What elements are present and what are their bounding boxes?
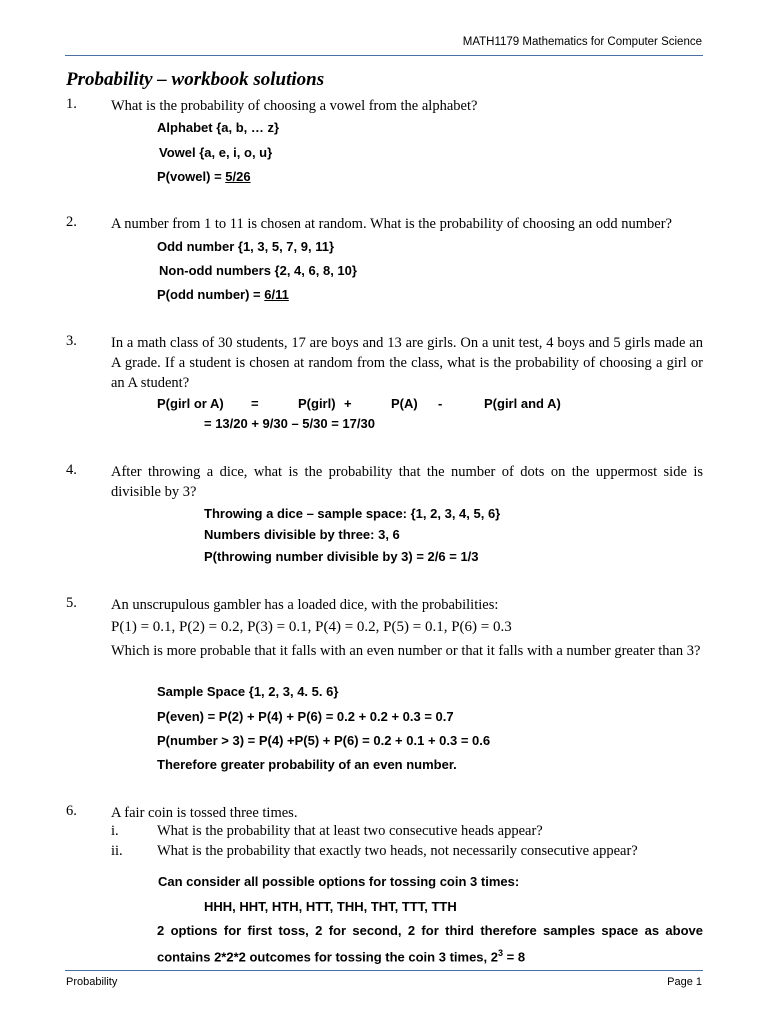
q1-answer-alphabet: Alphabet {a, b, … z} xyxy=(157,120,280,135)
q5-question-text: Which is more probable that it falls with an even number or that it falls with a number greater than 3? xyxy=(111,643,701,659)
footer-left: Probability xyxy=(66,976,118,988)
q6-answer-outcomes: HHH, HHT, HTH, HTT, THH, THT, TTT, TTH xyxy=(204,899,457,914)
question-5-number: 5. xyxy=(66,595,77,611)
header-rule xyxy=(65,55,703,56)
question-1-text: What is the probability of choosing a vowel from the alphabet? xyxy=(111,98,478,114)
footer-page-number: Page 1 xyxy=(667,976,702,988)
q1-answer-value: 5/26 xyxy=(225,169,251,184)
q3-formula-p-girl-and-a: P(girl and A) xyxy=(484,396,561,411)
q5-probabilities: P(1) = 0.1, P(2) = 0.2, P(3) = 0.1, P(4) = 0.2, P(5) = 0.1, P(6) = 0.3 xyxy=(111,619,512,635)
question-4-number: 4. xyxy=(66,462,77,478)
question-5-text: An unscrupulous gambler has a loaded dice, with the probabilities: xyxy=(111,597,499,613)
question-6-number: 6. xyxy=(66,803,77,819)
question-3-text: In a math class of 30 students, 17 are boys and 13 are girls. On a unit test, 4 boys and 5 girls made an A grade. If a student is chosen at random from the class, what is the probability of choosing a girl or an A student? xyxy=(111,335,703,391)
q4-answer-probability: P(throwing number divisible by 3) = 2/6 = 1/3 xyxy=(204,549,479,564)
q6-sub-2-text: What is the probability that exactly two heads, not necessarily consecutive appear? xyxy=(157,843,638,859)
q4-answer-sample-space: Throwing a dice – sample space: {1, 2, 3, 4, 5, 6} xyxy=(204,506,501,521)
q2-answer-label: P(odd number) = xyxy=(157,287,265,302)
q6-sub-2-number: ii. xyxy=(111,843,123,859)
q6-answer-intro: Can consider all possible options for tossing coin 3 times: xyxy=(158,874,520,889)
q1-answer-probability xyxy=(157,169,251,184)
q6-sub-1-number: i. xyxy=(111,823,119,839)
question-3-number: 3. xyxy=(66,333,77,349)
question-6-text: A fair coin is tossed three times. xyxy=(111,805,298,821)
question-1-number: 1. xyxy=(66,96,77,112)
footer-rule xyxy=(65,970,703,971)
question-2-text: A number from 1 to 11 is chosen at random. What is the probability of choosing an odd number? xyxy=(111,216,672,232)
q2-answer-value: 6/11 xyxy=(264,287,289,302)
running-header: MATH1179 Mathematics for Computer Science xyxy=(462,36,702,48)
q3-formula-equals: = xyxy=(251,396,259,411)
q6-answer-explanation xyxy=(157,920,703,968)
q3-answer-result: = 13/20 + 9/30 – 5/30 = 17/30 xyxy=(204,416,375,431)
question-2-number: 2. xyxy=(66,214,77,230)
q3-formula-p-a: P(A) xyxy=(391,396,418,411)
q1-answer-label: P(vowel) = xyxy=(157,169,226,184)
q6-sub-1-text: What is the probability that at least two consecutive heads appear? xyxy=(157,823,543,839)
q3-formula-plus: + xyxy=(344,396,352,411)
q3-formula-lhs: P(girl or A) xyxy=(157,396,224,411)
q5-answer-p-even: P(even) = P(2) + P(4) + P(6) = 0.2 + 0.2 + 0.3 = 0.7 xyxy=(157,709,454,724)
q5-answer-conclusion: Therefore greater probability of an even number. xyxy=(157,757,457,772)
q2-answer-probability xyxy=(157,287,289,302)
q2-answer-odd: Odd number {1, 3, 5, 7, 9, 11} xyxy=(157,239,335,254)
q6-answer-exponent: 3 xyxy=(497,948,503,958)
q6-answer-explanation-text: 2 options for first toss, 2 for second, 2 for third therefore samples space as above contains 2*2*2 outcomes for tossing the coin 3 times, 2 xyxy=(157,923,703,965)
question-4-text: After throwing a dice, what is the probability that the number of dots on the uppermost side is divisible by 3? xyxy=(111,464,703,500)
q5-answer-sample-space: Sample Space {1, 2, 3, 4. 5. 6} xyxy=(157,684,339,699)
q6-answer-explanation-end: = 8 xyxy=(503,949,526,965)
q2-answer-non-odd: Non-odd numbers {2, 4, 6, 8, 10} xyxy=(159,263,357,278)
q3-formula-p-girl: P(girl) xyxy=(298,396,336,411)
page-title: Probability – workbook solutions xyxy=(66,69,325,90)
q4-answer-divisible: Numbers divisible by three: 3, 6 xyxy=(204,527,400,542)
q1-answer-vowel: Vowel {a, e, i, o, u} xyxy=(159,145,273,160)
q3-formula-minus: - xyxy=(438,396,443,411)
q5-answer-p-greater-3: P(number > 3) = P(4) +P(5) + P(6) = 0.2 + 0.1 + 0.3 = 0.6 xyxy=(157,733,491,748)
